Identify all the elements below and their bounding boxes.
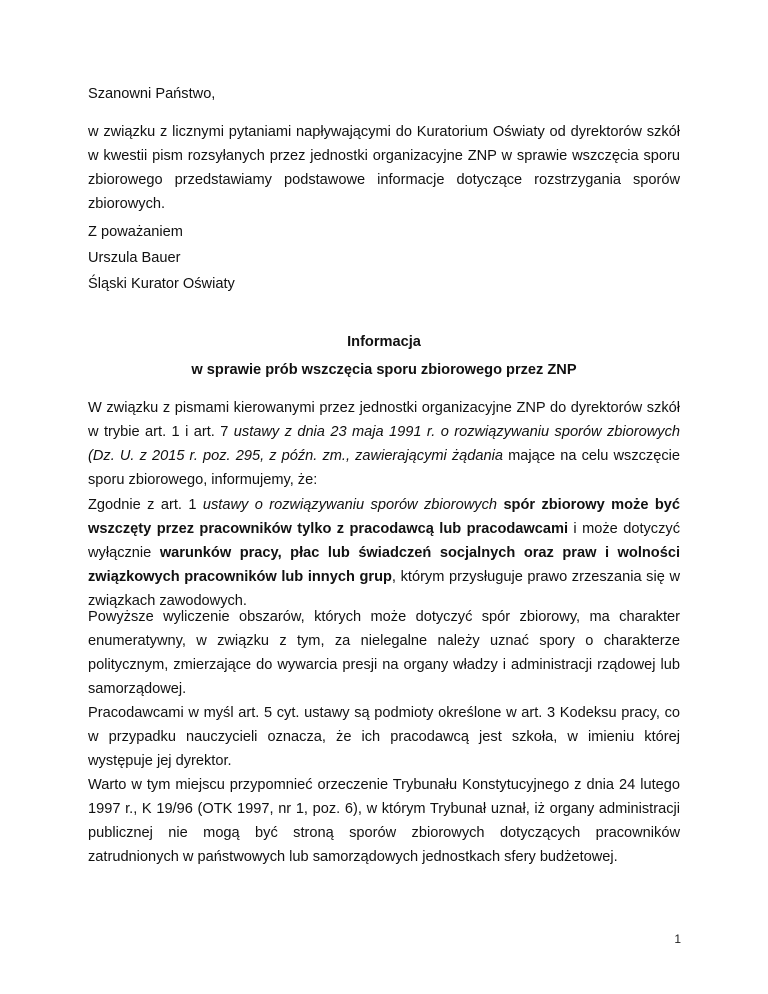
p2-bold-parties: spór zbiorowy może być wszczęty przez pracowników tylko z pracodawcą lub pracodawcami — [88, 497, 680, 537]
intro-paragraph: w związku z licznymi pytaniami napływającymi do Kuratorium Oświaty od dyrektorów szkół w kwestii pism rozsyłanych przez jednostki organizacyjne ZNP w sprawie wszczęcia sporu zbiorowego przedstawiamy podstawowe informacje dotyczące rozstrzygania sporów zbiorowych. — [88, 124, 680, 212]
p2-bold-scope: warunków pracy, płac lub świadczeń socjalnych oraz praw i wolności związkowych pracowników lub innych grup — [88, 545, 680, 585]
paragraph-4: Pracodawcami w myśl art. 5 cyt. ustawy są podmioty określone w art. 3 Kodeksu pracy, co w przypadku nauczycieli oznacza, że ich pracodawcą jest szkoła, w imieniu której występuje jej dyrektor. — [88, 705, 680, 769]
info-title: Informacja — [347, 334, 421, 350]
p2-act-name: ustawy o rozwiązywaniu sporów zbiorowych — [202, 497, 498, 513]
p2-text-g: , którym przysługuje prawo zrzeszania się w związkach zawodowych. — [88, 569, 680, 609]
paragraph-5: Warto w tym miejscu przypomnieć orzeczenie Trybunału Konstytucyjnego z dnia 24 lutego 1997 r., K 19/96 (OTK 1997, nr 1, poz. 6), w którym Trybunał uznał, iż organy administracji publicznej nie mogą być stroną sporów zbiorowych dotyczących pracowników zatrudnionych w państwowych lub samorządowych jednostkach sfery budżetowej. — [88, 777, 680, 865]
p2-text-e: i może dotyczyć wyłącznie — [88, 521, 680, 561]
p1-act-citation: ustawy z dnia 23 maja 1991 r. o rozwiązywaniu sporów zbiorowych (Dz. U. z 2015 r. poz. 295, z późn. zm., zawierającymi żądania — [88, 424, 680, 464]
p1-text-c: mające na celu wszczęcie sporu zbiorowego, informujemy, że: — [88, 448, 680, 488]
page-number: 1 — [674, 932, 681, 946]
p1-text-a: W związku z pismami kierowanymi przez jednostki organizacyjne ZNP do dyrektorów szkół w trybie art. 1 i art. 7 — [88, 400, 680, 440]
paragraph-2 — [88, 493, 680, 613]
p2-text-a: Zgodnie z art. 1 — [88, 497, 203, 513]
signer-title: Śląski Kurator Oświaty — [88, 276, 235, 292]
paragraph-3: Powyższe wyliczenie obszarów, których może dotyczyć spór zbiorowy, ma charakter enumeratywny, w związku z tym, za nielegalne należy uznać spory o charakterze politycznym, zmierzające do wywarcia presji na organy władzy i administracji rządowej lub samorządowej. — [88, 609, 680, 697]
signer-name: Urszula Bauer — [88, 250, 181, 266]
salutation: Szanowni Państwo, — [88, 86, 216, 102]
info-subtitle: w sprawie prób wszczęcia sporu zbiorowego przez ZNP — [191, 362, 577, 378]
closing: Z poważaniem — [88, 224, 183, 240]
paragraph-1 — [88, 396, 680, 492]
